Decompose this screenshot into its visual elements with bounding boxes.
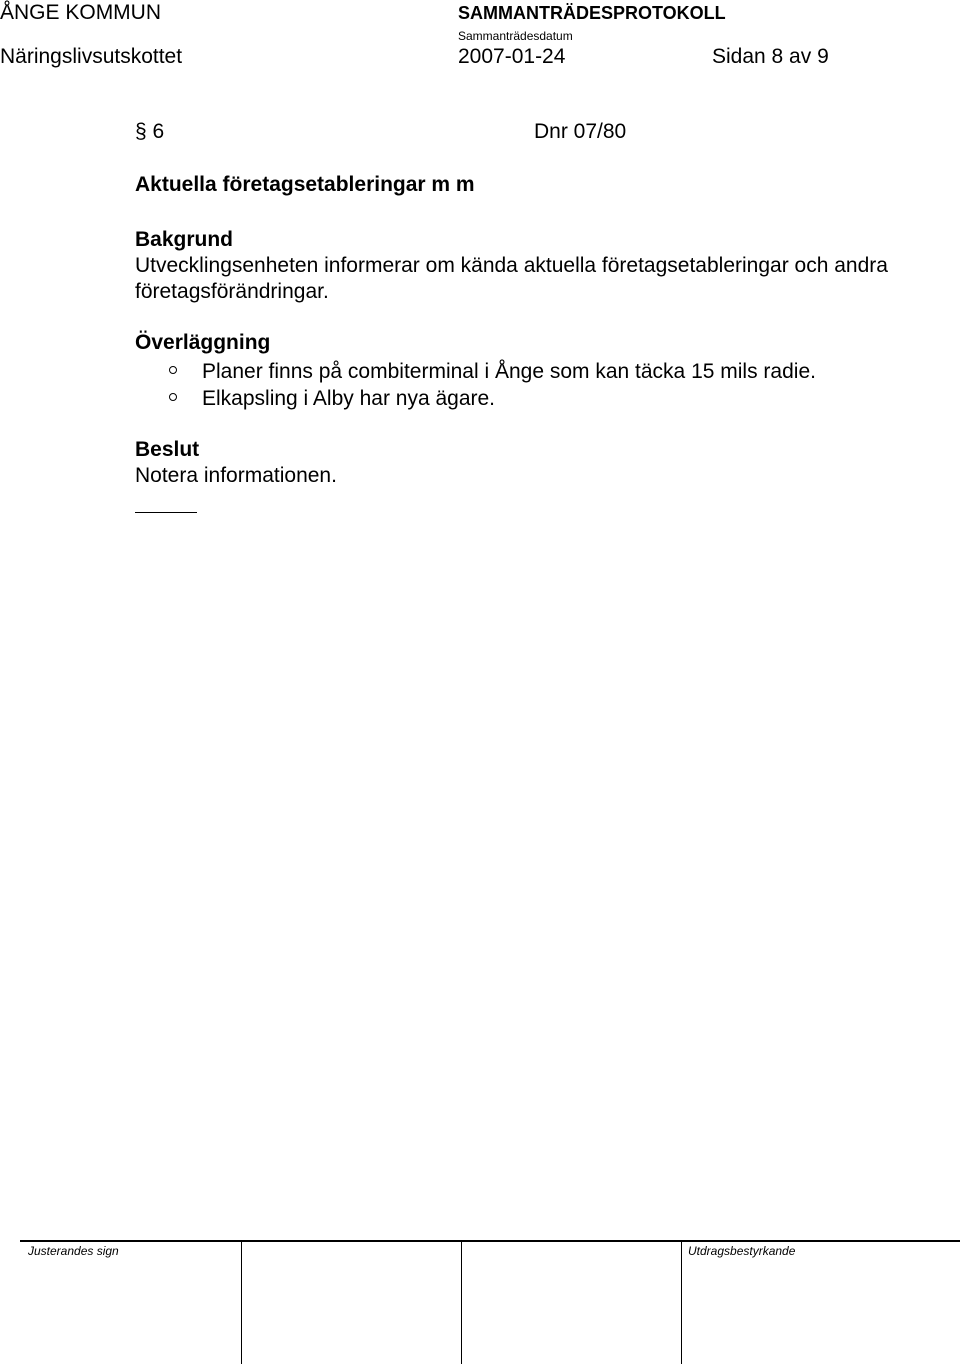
overlaggning-heading: Överläggning (135, 331, 271, 354)
section-end-line (135, 512, 197, 513)
list-item (135, 358, 816, 385)
bakgrund-heading: Bakgrund (135, 228, 234, 251)
beslut-text: Notera informationen. (135, 464, 337, 487)
date-label: Sammanträdesdatum (458, 29, 573, 43)
section-title: Aktuella företagsetableringar m m (135, 173, 475, 196)
overlaggning-list (135, 358, 816, 412)
signature-cell-divider (681, 1242, 682, 1364)
paragraph-number: § 6 (135, 120, 165, 143)
document-type: SAMMANTRÄDESPROTOKOLL (458, 3, 726, 23)
diary-number: Dnr 07/80 (534, 120, 627, 143)
bullet-icon (169, 366, 177, 374)
beslut-heading: Beslut (135, 438, 200, 461)
meeting-date: 2007-01-24 (458, 45, 566, 68)
bullet-icon (169, 393, 177, 401)
utdragsbestyrkande-label: Utdragsbestyrkande (688, 1244, 796, 1258)
page-number: Sidan 8 av 9 (712, 45, 829, 68)
committee-name: Näringslivsutskottet (0, 45, 183, 68)
justerandes-sign-label: Justerandes sign (28, 1244, 119, 1258)
signature-cell-divider (241, 1242, 242, 1364)
bakgrund-text: Utvecklingsenheten informerar om kända aktuella företagsetableringar och andra företagsförändringar. (135, 254, 888, 303)
list-item-text: Planer finns på combiterminal i Ånge som kan täcka 15 mils radie. (202, 360, 816, 383)
signature-cell-divider (461, 1242, 462, 1364)
list-item (135, 385, 816, 412)
organization-name: ÅNGE KOMMUN (0, 1, 162, 24)
list-item-text: Elkapsling i Alby har nya ägare. (202, 387, 496, 410)
footer-divider (20, 1240, 960, 1242)
